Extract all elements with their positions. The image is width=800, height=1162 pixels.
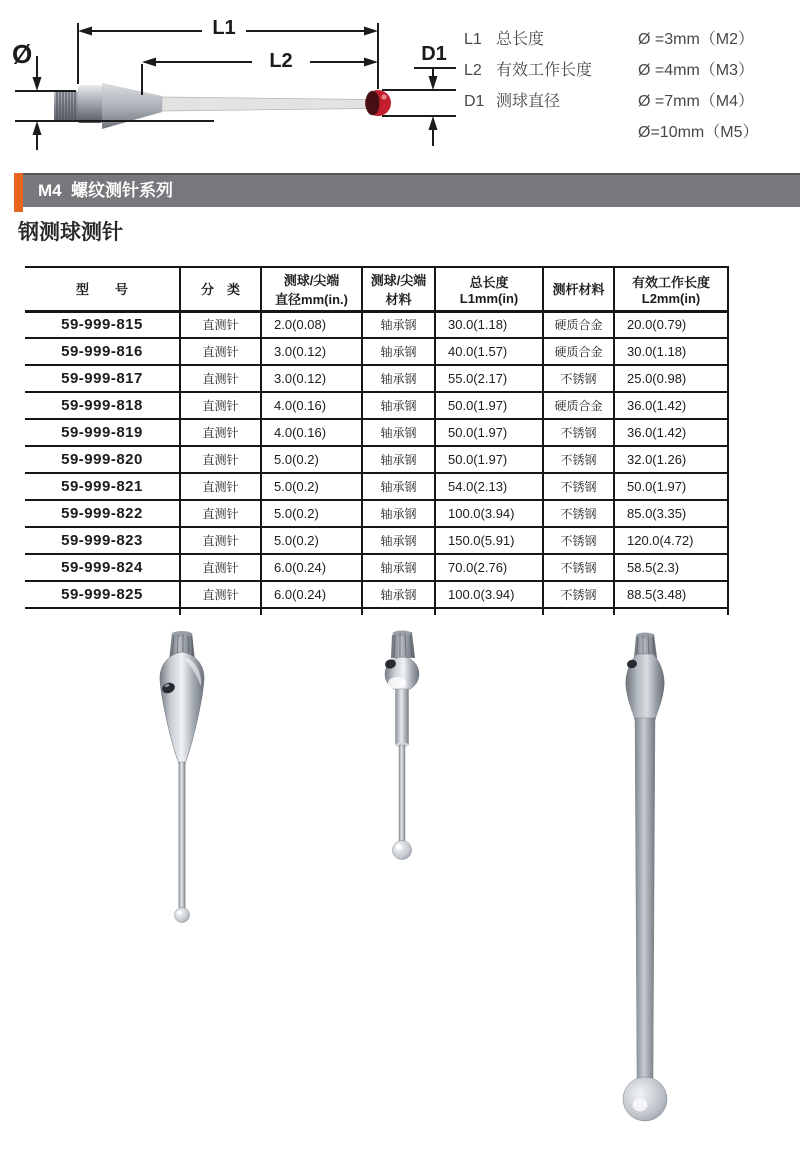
probe-ball bbox=[623, 1077, 667, 1121]
probe-ball bbox=[175, 908, 190, 923]
table-row bbox=[25, 446, 728, 473]
column-header-category: 分 类 bbox=[180, 267, 261, 311]
stylus-side-view bbox=[54, 83, 391, 129]
table-cell: 100.0(3.94) bbox=[435, 581, 543, 608]
table-cell: 轴承钢 bbox=[362, 419, 435, 446]
table-cell: 36.0(1.42) bbox=[614, 419, 728, 446]
legend-name: 有效工作长度 bbox=[496, 62, 593, 79]
table-cell: 59-999-819 bbox=[25, 419, 180, 446]
table-cell: 50.0(1.97) bbox=[614, 473, 728, 500]
table-cell: 轴承钢 bbox=[362, 392, 435, 419]
table-cell: 直测针 bbox=[180, 554, 261, 581]
table-cell: 40.0(1.57) bbox=[435, 338, 543, 365]
table-cell: 25.0(0.98) bbox=[614, 365, 728, 392]
thread-ridges bbox=[57, 92, 75, 120]
table-body bbox=[25, 311, 728, 615]
table-row bbox=[25, 338, 728, 365]
stylus-spec-table bbox=[25, 266, 729, 615]
table-cell: 直测针 bbox=[180, 365, 261, 392]
table-cell: 不锈钢 bbox=[543, 500, 614, 527]
table-border-stubs bbox=[25, 608, 728, 615]
table-cell: 59-999-825 bbox=[25, 581, 180, 608]
table-cell: 直测针 bbox=[180, 500, 261, 527]
table-cell: 硬质合金 bbox=[543, 392, 614, 419]
cone-holder bbox=[102, 83, 162, 129]
table-cell: 轴承钢 bbox=[362, 581, 435, 608]
column-header-ball-material: 测球/尖端 材料 bbox=[362, 267, 435, 311]
table-cell: 50.0(1.97) bbox=[435, 419, 543, 446]
table-cell: 直测针 bbox=[180, 419, 261, 446]
legend-code: L2 bbox=[464, 62, 482, 79]
ruby-ball-shadow bbox=[366, 91, 380, 116]
probe-stem bbox=[635, 718, 655, 1078]
table-cell: 不锈钢 bbox=[543, 527, 614, 554]
column-header-working-length: 有效工作长度 L2mm(in) bbox=[614, 267, 728, 311]
table-cell: 59-999-818 bbox=[25, 392, 180, 419]
collar bbox=[78, 85, 102, 123]
table-cell: 59-999-822 bbox=[25, 500, 180, 527]
table-cell: 59-999-821 bbox=[25, 473, 180, 500]
table-cell: 32.0(1.26) bbox=[614, 446, 728, 473]
table-cell: 不锈钢 bbox=[543, 365, 614, 392]
table-row bbox=[25, 473, 728, 500]
table-cell: 3.0(0.12) bbox=[261, 365, 362, 392]
table-cell: 3.0(0.12) bbox=[261, 338, 362, 365]
legend-item bbox=[464, 86, 592, 117]
series-header-bar bbox=[14, 173, 800, 207]
probe-illustration-long-thick-stem bbox=[588, 626, 703, 1138]
legend-name: 测球直径 bbox=[496, 93, 561, 110]
table-cell: 轴承钢 bbox=[362, 473, 435, 500]
table-cell: 直测针 bbox=[180, 527, 261, 554]
probe-stem bbox=[179, 762, 185, 908]
table-cell: 轴承钢 bbox=[362, 500, 435, 527]
table-cell: 59-999-823 bbox=[25, 527, 180, 554]
probe-ball bbox=[393, 841, 412, 860]
table-row bbox=[25, 311, 728, 338]
label-l2: L2 bbox=[269, 50, 293, 72]
column-header-ball-diameter: 测球/尖端 直径mm(in.) bbox=[261, 267, 362, 311]
table-cell: 轴承钢 bbox=[362, 365, 435, 392]
table-cell: 120.0(4.72) bbox=[614, 527, 728, 554]
table-row bbox=[25, 581, 728, 608]
table-cell: 轴承钢 bbox=[362, 527, 435, 554]
table-cell: 直测针 bbox=[180, 473, 261, 500]
thread-size-legend bbox=[638, 24, 758, 148]
dimension-legend bbox=[464, 24, 592, 117]
legend-code: D1 bbox=[464, 93, 485, 110]
table-cell: 59-999-815 bbox=[25, 311, 180, 338]
table-cell: 不锈钢 bbox=[543, 554, 614, 581]
column-header-model: 型 号 bbox=[25, 267, 180, 311]
stylus-stem bbox=[162, 97, 370, 111]
table-cell: 59-999-824 bbox=[25, 554, 180, 581]
table-cell: 5.0(0.2) bbox=[261, 446, 362, 473]
table-cell: 85.0(3.35) bbox=[614, 500, 728, 527]
column-header-stem-material: 测杆材料 bbox=[543, 267, 614, 311]
table-cell: 58.5(2.3) bbox=[614, 554, 728, 581]
table-cell: 70.0(2.76) bbox=[435, 554, 543, 581]
table-header bbox=[25, 267, 728, 311]
ruby-ball-highlight bbox=[381, 94, 386, 99]
column-header-total-length: 总长度 L1mm(in) bbox=[435, 267, 543, 311]
table-cell: 54.0(2.13) bbox=[435, 473, 543, 500]
thread-size: Ø =7mm（M4） bbox=[638, 93, 755, 110]
table-cell: 59-999-817 bbox=[25, 365, 180, 392]
table-cell: 轴承钢 bbox=[362, 446, 435, 473]
table-cell: 4.0(0.16) bbox=[261, 392, 362, 419]
table-cell: 59-999-816 bbox=[25, 338, 180, 365]
table-cell: 直测针 bbox=[180, 446, 261, 473]
legend-item bbox=[464, 55, 592, 86]
table-cell: 不锈钢 bbox=[543, 581, 614, 608]
table-cell: 硬质合金 bbox=[543, 338, 614, 365]
label-l1: L1 bbox=[212, 17, 236, 39]
thread-size: Ø =3mm（M2） bbox=[638, 31, 755, 48]
table-cell: 5.0(0.2) bbox=[261, 473, 362, 500]
table-cell: 5.0(0.2) bbox=[261, 500, 362, 527]
table-cell: 不锈钢 bbox=[543, 419, 614, 446]
table-cell: 50.0(1.97) bbox=[435, 446, 543, 473]
legend-item bbox=[464, 24, 592, 55]
series-title: M4 螺纹测针系列 bbox=[38, 181, 174, 200]
table-cell: 59-999-820 bbox=[25, 446, 180, 473]
table-cell: 100.0(3.94) bbox=[435, 500, 543, 527]
table-cell: 6.0(0.24) bbox=[261, 581, 362, 608]
table-cell: 不锈钢 bbox=[543, 446, 614, 473]
probe-illustration-stepped-stem bbox=[352, 628, 452, 868]
table-cell: 直测针 bbox=[180, 392, 261, 419]
table-cell: 6.0(0.24) bbox=[261, 554, 362, 581]
probe-lower-stem bbox=[399, 745, 405, 842]
table-cell: 轴承钢 bbox=[362, 338, 435, 365]
table-cell: 30.0(1.18) bbox=[435, 311, 543, 338]
table-cell: 直测针 bbox=[180, 311, 261, 338]
table-cell: 55.0(2.17) bbox=[435, 365, 543, 392]
section-title: 钢测球测针 bbox=[18, 221, 123, 244]
table-cell: 36.0(1.42) bbox=[614, 392, 728, 419]
table-cell: 直测针 bbox=[180, 338, 261, 365]
stylus-dimension-diagram bbox=[0, 0, 460, 168]
table-cell: 88.5(3.48) bbox=[614, 581, 728, 608]
table-row bbox=[25, 392, 728, 419]
table-row bbox=[25, 554, 728, 581]
table-cell: 5.0(0.2) bbox=[261, 527, 362, 554]
table-cell: 150.0(5.91) bbox=[435, 527, 543, 554]
thread-size: Ø =4mm（M3） bbox=[638, 62, 755, 79]
label-d1: D1 bbox=[421, 43, 447, 65]
table-row bbox=[25, 419, 728, 446]
table-row bbox=[25, 527, 728, 554]
table-cell: 20.0(0.79) bbox=[614, 311, 728, 338]
table-cell: 4.0(0.16) bbox=[261, 419, 362, 446]
table-cell: 不锈钢 bbox=[543, 473, 614, 500]
table-row bbox=[25, 500, 728, 527]
probe-upper-stem bbox=[396, 689, 409, 745]
table-cell: 直测针 bbox=[180, 581, 261, 608]
table-row bbox=[25, 365, 728, 392]
table-cell: 2.0(0.08) bbox=[261, 311, 362, 338]
thread-size: Ø=10mm（M5） bbox=[638, 124, 759, 141]
probe-illustration-thin-long-stem bbox=[128, 628, 238, 928]
label-diameter: Ø bbox=[12, 39, 33, 69]
accent-mark bbox=[14, 173, 23, 212]
legend-name: 总长度 bbox=[496, 31, 545, 48]
table-cell: 轴承钢 bbox=[362, 311, 435, 338]
table-cell: 轴承钢 bbox=[362, 554, 435, 581]
table-cell: 硬质合金 bbox=[543, 311, 614, 338]
legend-code: L1 bbox=[464, 31, 482, 48]
table-cell: 30.0(1.18) bbox=[614, 338, 728, 365]
table-cell: 50.0(1.97) bbox=[435, 392, 543, 419]
